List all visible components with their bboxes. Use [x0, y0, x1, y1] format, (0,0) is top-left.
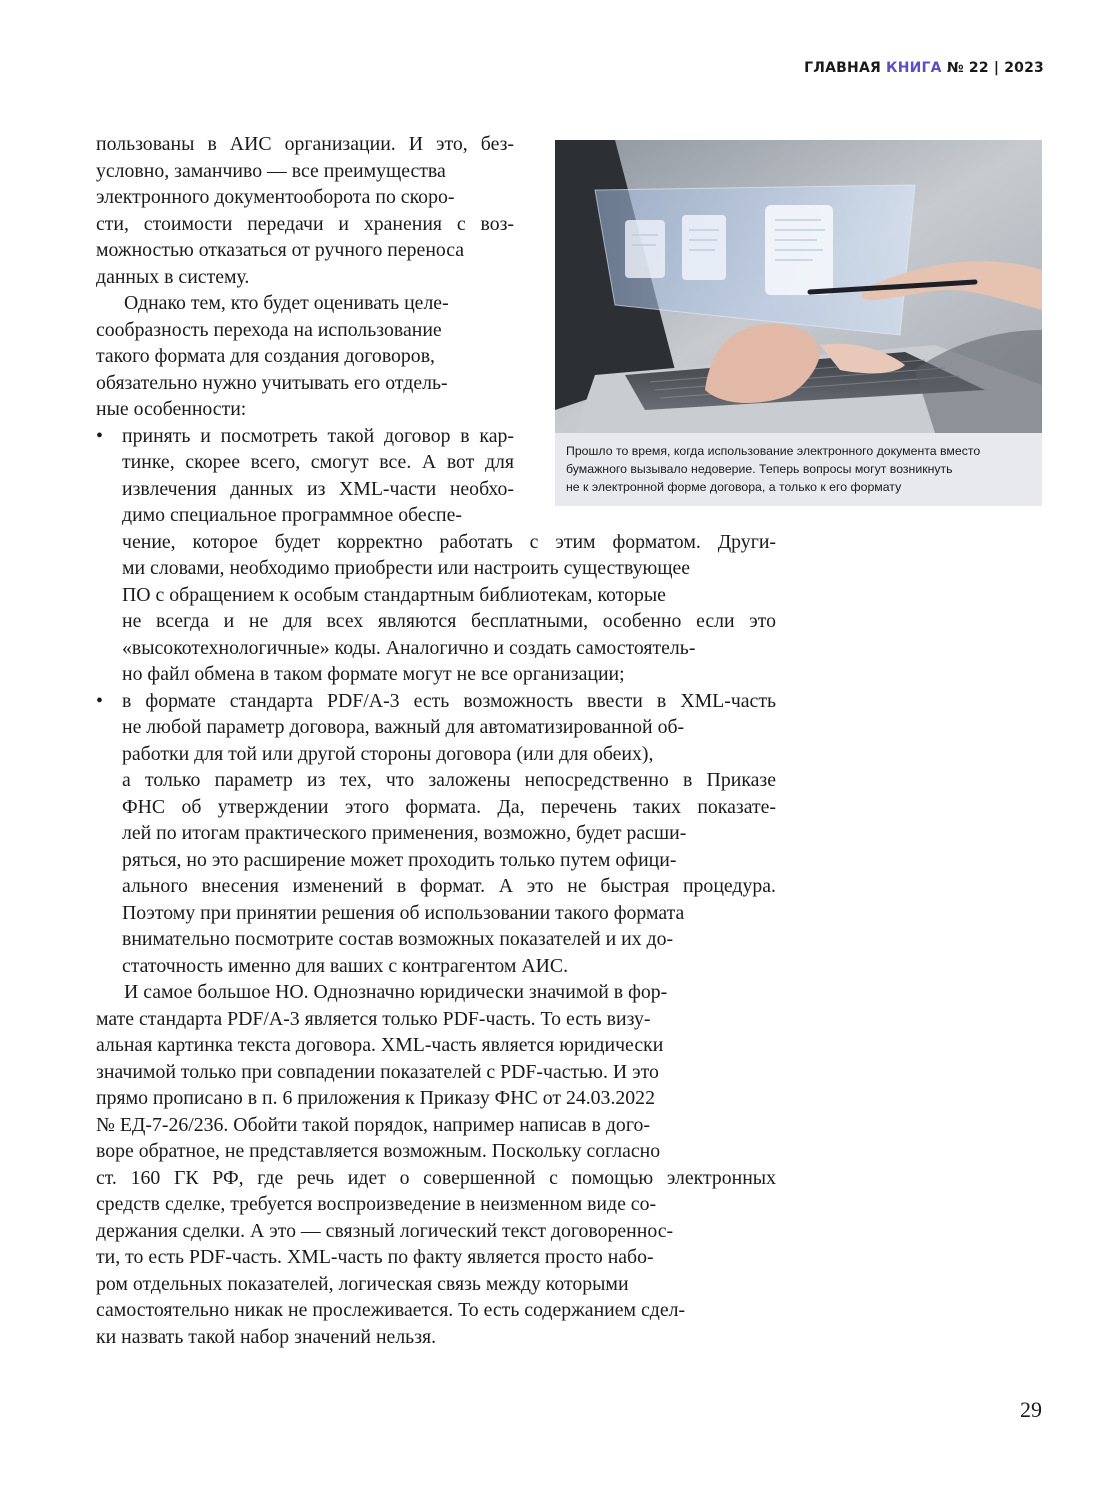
running-header [804, 60, 1044, 76]
text-line: ального внесения изменений в формат. А это не быстрая процедура. [122, 875, 776, 897]
text-line: но файл обмена в таком формате могут не все организации; [122, 663, 625, 685]
bullet-item-1 [96, 423, 776, 688]
page-number: 29 [1020, 1397, 1042, 1422]
caption-line: не к электронной форме договора, а только к его формату [566, 480, 902, 494]
text-line: ные особенности: [96, 398, 247, 420]
text-line: можностью отказаться от ручного переноса [96, 239, 465, 261]
paragraph-1 [96, 131, 776, 290]
article-body [96, 131, 776, 1350]
text-line: ки назвать такой набор значений нельзя. [96, 1325, 437, 1348]
text-line: ми словами, необходимо приобрести или настроить существующее [122, 557, 691, 579]
text-line: извлечения данных из XML-части необхо- [122, 477, 514, 500]
text-line: ти, то есть PDF-часть. XML-часть по факту является просто набо- [96, 1246, 654, 1268]
issue-number: № 22 | 2023 [946, 60, 1044, 76]
text-line: такого формата для создания договоров, [96, 345, 435, 367]
bullet-item-2 [96, 688, 776, 980]
text-line: значимой только при совпадении показателей с PDF-частью. И это [96, 1060, 659, 1083]
text-line: № ЕД-7-26/236. Обойти такой порядок, например написав в дого- [96, 1113, 650, 1136]
text-line: статочность именно для ваших с контрагентом АИС. [122, 954, 569, 977]
text-line: самостоятельно никак не прослеживается. То есть содержанием сдел- [96, 1299, 686, 1321]
text-line: воре обратное, не представляется возможным. Поскольку согласно [96, 1140, 661, 1162]
bullet-icon: • [96, 689, 103, 712]
caption-line: бумажного вызывало недоверие. Теперь вопросы могут возникнуть [566, 462, 953, 476]
paragraph-3 [96, 979, 776, 1350]
text-line: средств сделке, требуется воспроизведение в неизменном виде со- [96, 1193, 657, 1215]
text-line: электронного документооборота по скоро- [96, 186, 455, 208]
text-line: Однако тем, кто будет оценивать целе- [124, 292, 449, 314]
text-line: ром отдельных показателей, логическая связь между которыми [96, 1272, 629, 1295]
text-line: чение, которое будет корректно работать с этим форматом. Други- [122, 530, 776, 553]
bullet-icon: • [96, 424, 103, 447]
text-line: И самое большое НО. Однозначно юридически значимой в фор- [124, 981, 668, 1003]
text-line: не всегда и не для всех являются бесплатными, особенно если это [122, 610, 776, 632]
text-line: работки для той или другой стороны договора (или для обеих), [122, 742, 654, 765]
text-line: в формате стандарта PDF/A-3 есть возможность ввести в XML-часть [122, 689, 776, 712]
text-line: ряться, но это расширение может проходить только путем офици- [122, 848, 677, 871]
magazine-name-part2: КНИГА [886, 60, 942, 76]
text-line: Поэтому при принятии решения об использовании такого формата [122, 901, 685, 924]
text-line: обязательно нужно учитывать его отдель- [96, 371, 448, 394]
text-line: данных в систему. [96, 265, 250, 288]
text-line: ФНС об утверждении этого формата. Да, перечень таких показате- [122, 795, 776, 818]
text-line: альная картинка текста договора. XML-часть является юридически [96, 1034, 664, 1056]
text-line: тинке, скорее всего, смогут все. А вот для [122, 451, 514, 473]
text-line: «высокотехнологичные» коды. Аналогично и создать самостоятель- [122, 636, 696, 659]
caption-line: Прошло то время, когда использование электронного документа вместо [566, 444, 981, 458]
text-line: а только параметр из тех, что заложены непосредственно в Приказе [122, 769, 776, 791]
text-line: не любой параметр договора, важный для автоматизированной об- [122, 716, 685, 738]
text-line: прямо прописано в п. 6 приложения к Приказу ФНС от 24.03.2022 [96, 1087, 655, 1109]
text-line: ст. 160 ГК РФ, где речь идет о совершенной с помощью электронных [96, 1166, 776, 1189]
text-line: держания сделки. А это — связный логический текст договореннос- [96, 1219, 674, 1242]
text-line: лей по итогам практического применения, возможно, будет расши- [122, 822, 687, 844]
text-line: сообразность перехода на использование [96, 318, 442, 341]
text-line: пользованы в АИС организации. И это, без- [96, 133, 514, 155]
text-line: внимательно посмотрите состав возможных показателей и их до- [122, 928, 674, 950]
paragraph-2 [96, 290, 776, 423]
text-line: условно, заманчиво — все преимущества [96, 159, 446, 182]
magazine-name-part1: ГЛАВНАЯ [804, 60, 881, 76]
text-line: мате стандарта PDF/A-3 является только PDF-часть. То есть визу- [96, 1007, 651, 1030]
text-line: сти, стоимости передачи и хранения с воз- [96, 212, 514, 235]
text-line: принять и посмотреть такой договор в кар- [122, 424, 514, 447]
text-line: ПО с обращением к особым стандартным библиотекам, которые [122, 583, 666, 606]
text-line: димо специальное программное обеспе- [122, 504, 462, 526]
